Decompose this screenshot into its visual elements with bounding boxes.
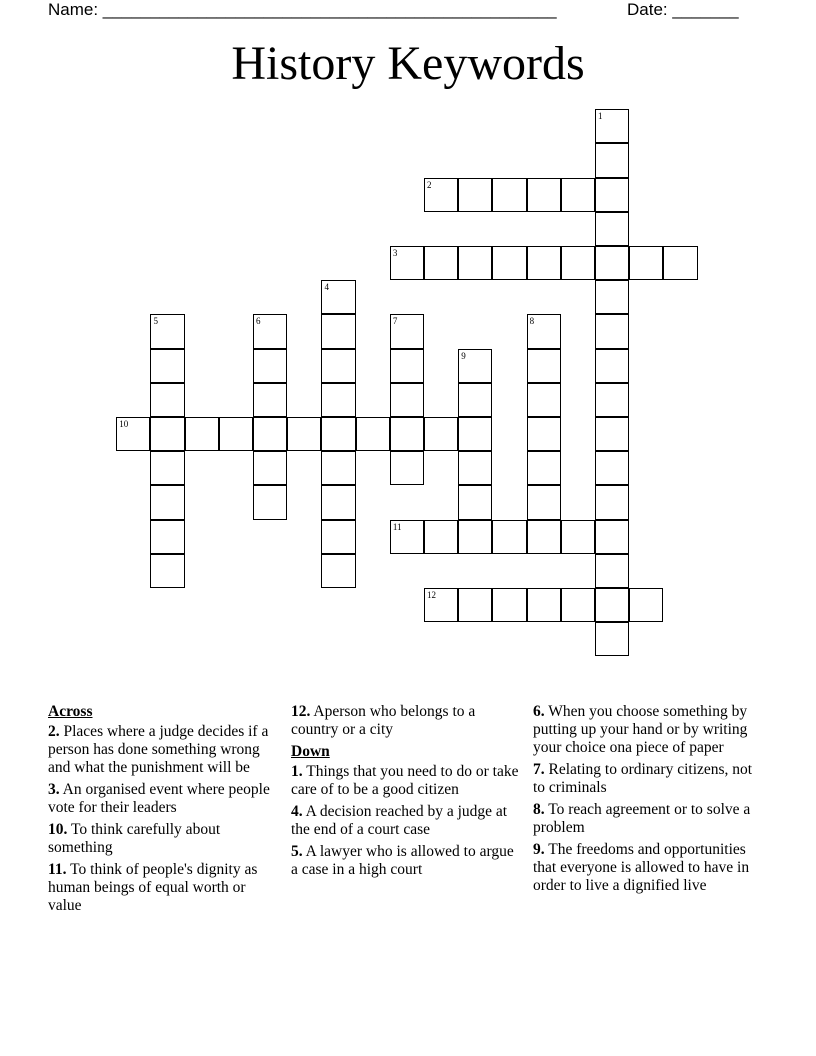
grid-cell[interactable] xyxy=(458,246,492,280)
grid-cell[interactable] xyxy=(150,485,184,519)
clue-number: 10. xyxy=(48,821,68,838)
grid-cell[interactable] xyxy=(595,280,629,314)
grid-cell[interactable] xyxy=(595,383,629,417)
grid-cell[interactable] xyxy=(629,588,663,622)
grid-cell[interactable] xyxy=(595,520,629,554)
clue-down xyxy=(533,761,765,797)
clue-across xyxy=(48,821,280,857)
grid-cell[interactable] xyxy=(527,451,561,485)
grid-cell[interactable] xyxy=(390,451,424,485)
grid-cell[interactable] xyxy=(390,383,424,417)
grid-cell[interactable] xyxy=(356,417,390,451)
clue-number: 6 xyxy=(256,316,261,327)
grid-cell[interactable] xyxy=(527,349,561,383)
clue-text: The freedoms and opportunities that everyone is allowed to have in order to live a dignified live xyxy=(533,841,750,894)
grid-cell[interactable] xyxy=(561,520,595,554)
grid-cell[interactable] xyxy=(253,485,287,519)
clue-number: 6. xyxy=(533,703,545,720)
grid-cell[interactable] xyxy=(253,383,287,417)
grid-cell[interactable] xyxy=(561,588,595,622)
grid-cell[interactable] xyxy=(424,520,458,554)
grid-cell[interactable] xyxy=(595,451,629,485)
grid-cell[interactable] xyxy=(595,143,629,177)
grid-cell[interactable] xyxy=(390,417,424,451)
grid-cell[interactable] xyxy=(458,451,492,485)
grid-cell[interactable] xyxy=(527,178,561,212)
grid-cell[interactable] xyxy=(116,417,150,451)
clue-number: 10 xyxy=(119,419,129,430)
clue-number: 1 xyxy=(598,111,603,122)
clue-number: 2 xyxy=(427,179,432,190)
grid-cell[interactable] xyxy=(458,588,492,622)
grid-cell[interactable] xyxy=(527,588,561,622)
clue-text: A lawyer who is allowed to argue a case in a high court xyxy=(291,843,514,878)
grid-cell[interactable] xyxy=(561,246,595,280)
grid-cell[interactable] xyxy=(321,520,355,554)
grid-cell[interactable] xyxy=(492,246,526,280)
clue-text: Things that you need to do or take care of to be a good citizen xyxy=(291,763,519,798)
grid-cell[interactable] xyxy=(595,178,629,212)
grid-cell[interactable] xyxy=(424,417,458,451)
page-title: History Keywords xyxy=(231,37,585,90)
grid-cell[interactable] xyxy=(150,383,184,417)
down-heading: Down xyxy=(291,743,330,760)
grid-cell[interactable] xyxy=(595,485,629,519)
clue-text: An organised event where people vote for their leaders xyxy=(48,781,270,816)
grid-cell[interactable] xyxy=(424,246,458,280)
clue-across xyxy=(291,703,523,739)
grid-cell[interactable] xyxy=(458,520,492,554)
grid-cell[interactable] xyxy=(458,178,492,212)
clue-number: 5. xyxy=(291,843,303,860)
grid-cell[interactable] xyxy=(321,349,355,383)
clue-number: 1. xyxy=(291,763,303,780)
grid-cell[interactable] xyxy=(150,451,184,485)
grid-cell[interactable] xyxy=(458,383,492,417)
clues-column-3 xyxy=(533,703,765,899)
grid-cell[interactable] xyxy=(321,314,355,348)
grid-cell[interactable] xyxy=(595,349,629,383)
clue-number: 3 xyxy=(392,248,398,259)
grid-cell[interactable] xyxy=(321,451,355,485)
clue-down xyxy=(291,803,523,839)
grid-cell[interactable] xyxy=(527,383,561,417)
grid-cell[interactable] xyxy=(561,178,595,212)
clue-number: 4 xyxy=(324,282,329,293)
clue-down xyxy=(533,841,765,895)
clue-across xyxy=(48,861,280,915)
grid-cell[interactable] xyxy=(287,417,321,451)
clue-down xyxy=(291,763,523,799)
clue-number: 11. xyxy=(48,861,67,878)
grid-cell[interactable] xyxy=(321,383,355,417)
clue-across xyxy=(48,723,280,777)
grid-cell[interactable] xyxy=(390,246,424,280)
grid-cell[interactable] xyxy=(321,485,355,519)
grid-cell[interactable] xyxy=(150,314,184,348)
clue-number: 8 xyxy=(529,316,535,327)
clue-number: 7. xyxy=(533,761,545,778)
clue-text: Aperson who belongs to a country or a city xyxy=(291,703,476,738)
grid-cell[interactable] xyxy=(595,314,629,348)
clue-text: To reach agreement or to solve a problem xyxy=(533,801,751,836)
clue-number: 4. xyxy=(291,803,303,820)
grid-cell[interactable] xyxy=(458,485,492,519)
clue-number: 8. xyxy=(533,801,545,818)
grid-cell[interactable] xyxy=(150,349,184,383)
name-field[interactable]: Name: ________________________________________________ xyxy=(48,0,557,19)
grid-cell[interactable] xyxy=(390,314,424,348)
grid-cell[interactable] xyxy=(527,314,561,348)
grid-cell[interactable] xyxy=(321,554,355,588)
clues-column-1 xyxy=(48,703,280,919)
grid-cell[interactable] xyxy=(527,520,561,554)
grid-cell[interactable] xyxy=(321,417,355,451)
grid-cell[interactable] xyxy=(458,349,492,383)
clue-down xyxy=(533,801,765,837)
grid-cell[interactable] xyxy=(253,451,287,485)
grid-cell[interactable] xyxy=(492,178,526,212)
grid-cell[interactable] xyxy=(390,520,424,554)
grid-cell[interactable] xyxy=(150,520,184,554)
grid-cell[interactable] xyxy=(492,588,526,622)
grid-cell[interactable] xyxy=(527,485,561,519)
clue-down xyxy=(533,703,765,757)
grid-cell[interactable] xyxy=(424,178,458,212)
clue-number: 5 xyxy=(153,316,158,327)
clue-number: 9 xyxy=(461,350,466,361)
grid-cell[interactable] xyxy=(253,417,287,451)
grid-cell[interactable] xyxy=(185,417,219,451)
clue-text: Relating to ordinary citizens, not to criminals xyxy=(533,761,753,796)
clue-number: 7 xyxy=(392,316,398,327)
grid-cell[interactable] xyxy=(150,417,184,451)
clue-down xyxy=(291,843,523,879)
grid-cell[interactable] xyxy=(595,109,629,143)
clue-text: When you choose something by putting up your hand or by writing your choice ona piece of paper xyxy=(533,703,748,756)
clue-number: 9. xyxy=(533,841,545,858)
grid-cell[interactable] xyxy=(595,212,629,246)
grid-cell[interactable] xyxy=(595,622,629,656)
clue-text: A decision reached by a judge at the end of a court case xyxy=(291,803,508,838)
clue-number: 12. xyxy=(291,703,311,720)
clues-column-2 xyxy=(291,703,523,883)
clue-text: To think carefully about something xyxy=(48,821,221,856)
grid-cell[interactable] xyxy=(492,520,526,554)
grid-cell[interactable] xyxy=(595,417,629,451)
grid-cell[interactable] xyxy=(390,349,424,383)
clue-number: 11 xyxy=(392,521,402,532)
grid-cell[interactable] xyxy=(219,417,253,451)
grid-cell[interactable] xyxy=(595,246,629,280)
grid-cell[interactable] xyxy=(458,417,492,451)
clue-number: 2. xyxy=(48,723,60,740)
grid-cell[interactable] xyxy=(253,349,287,383)
clue-number: 3. xyxy=(48,781,60,798)
date-field[interactable]: Date: _______ xyxy=(627,0,739,19)
grid-cell[interactable] xyxy=(527,417,561,451)
clue-across xyxy=(48,781,280,817)
grid-cell[interactable] xyxy=(321,280,355,314)
clue-text: Places where a judge decides if a person has done something wrong and what the punishment will be xyxy=(48,723,269,776)
grid-cell[interactable] xyxy=(629,246,663,280)
clue-number: 12 xyxy=(427,590,437,601)
grid-cell[interactable] xyxy=(595,554,629,588)
clue-text: To think of people's dignity as human beings of equal worth or value xyxy=(48,861,258,914)
grid-cell[interactable] xyxy=(595,588,629,622)
grid-cell[interactable] xyxy=(527,246,561,280)
grid-cell[interactable] xyxy=(253,314,287,348)
grid-cell[interactable] xyxy=(663,246,697,280)
grid-cell[interactable] xyxy=(424,588,458,622)
across-heading: Across xyxy=(48,703,93,720)
grid-cell[interactable] xyxy=(150,554,184,588)
